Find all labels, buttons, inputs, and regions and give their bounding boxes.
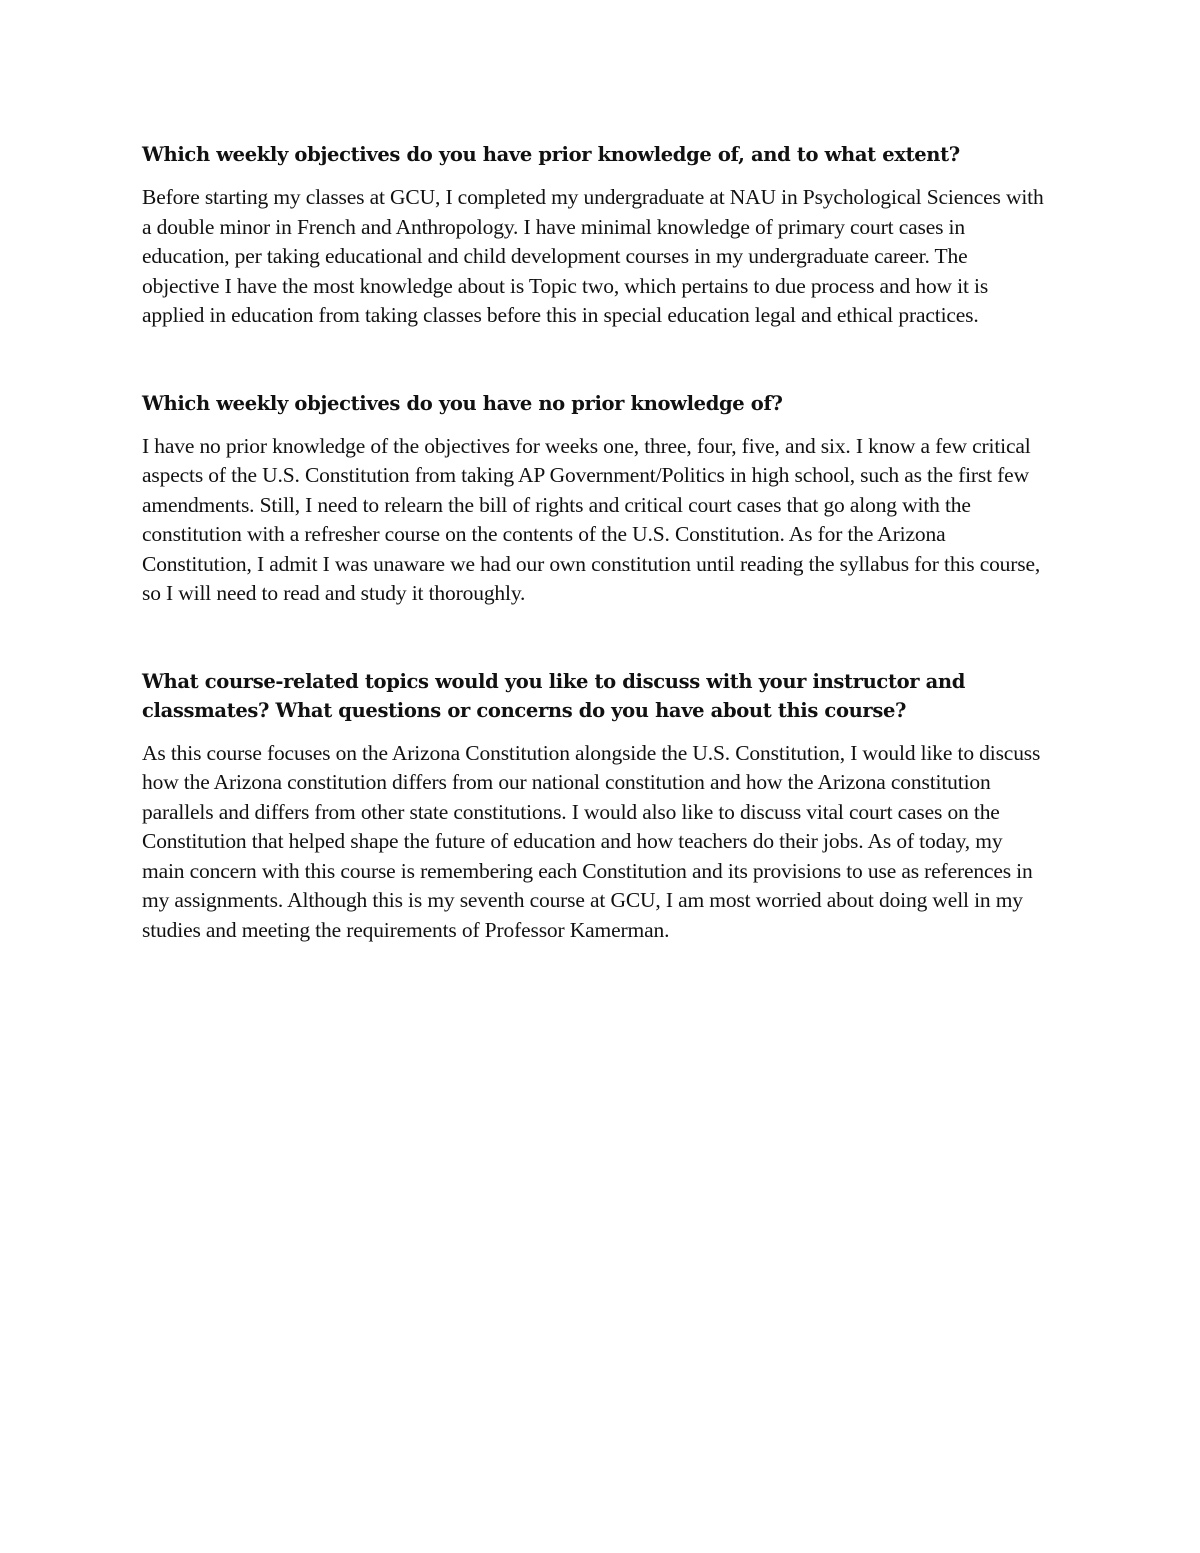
answer-paragraph: As this course focuses on the Arizona Constitution alongside the U.S. Constitution, I would like to discuss how the Arizona constitution differs from our national constitution and how the Arizona constitution parallels and differs from other state constitutions. I would also like to discuss vital court cases on the Constitution that helped shape the future of education and how teachers do their jobs. As of today, my main concern with this course is remembering each Constitution and its provisions to use as references in my assignments. Although this is my seventh course at GCU, I am most worried about doing well in my studies and meeting the requirements of Professor Kamerman. — [142, 740, 1041, 942]
answer-paragraph: Before starting my classes at GCU, I completed my undergraduate at NAU in Psychological Sciences with a double minor in French and Anthropology. I have minimal knowledge of primary court cases in education, per taking educational and child development courses in my undergraduate career. The objective I have the most knowledge about is Topic two, which pertains to due process and how it is applied in education from taking classes before this in special education legal and ethical practices. — [142, 185, 1044, 327]
answer-paragraph: I have no prior knowledge of the objectives for weeks one, three, four, five, and six. I know a few critical aspects of the U.S. Constitution from taking AP Government/Politics in high school, such as the first few amendments. Still, I need to relearn the bill of rights and critical court cases that go along with the constitution with a refresher course on the contents of the U.S. Constitution. As for the Arizona Constitution, I admit I was unaware we had our own constitution until reading the syllabus for this course, so I will need to read and study it thoroughly. — [142, 433, 1041, 605]
section-no-prior-knowledge — [142, 389, 1050, 609]
section-prior-knowledge — [142, 140, 1050, 331]
question-heading: What course-related topics would you like to discuss with your instructor and classmates? What questions or concerns do you have about this course? — [142, 669, 966, 722]
question-heading: Which weekly objectives do you have no prior knowledge of? — [142, 391, 783, 415]
question-heading: Which weekly objectives do you have prior knowledge of, and to what extent? — [142, 143, 960, 166]
section-course-topics — [142, 667, 1050, 946]
